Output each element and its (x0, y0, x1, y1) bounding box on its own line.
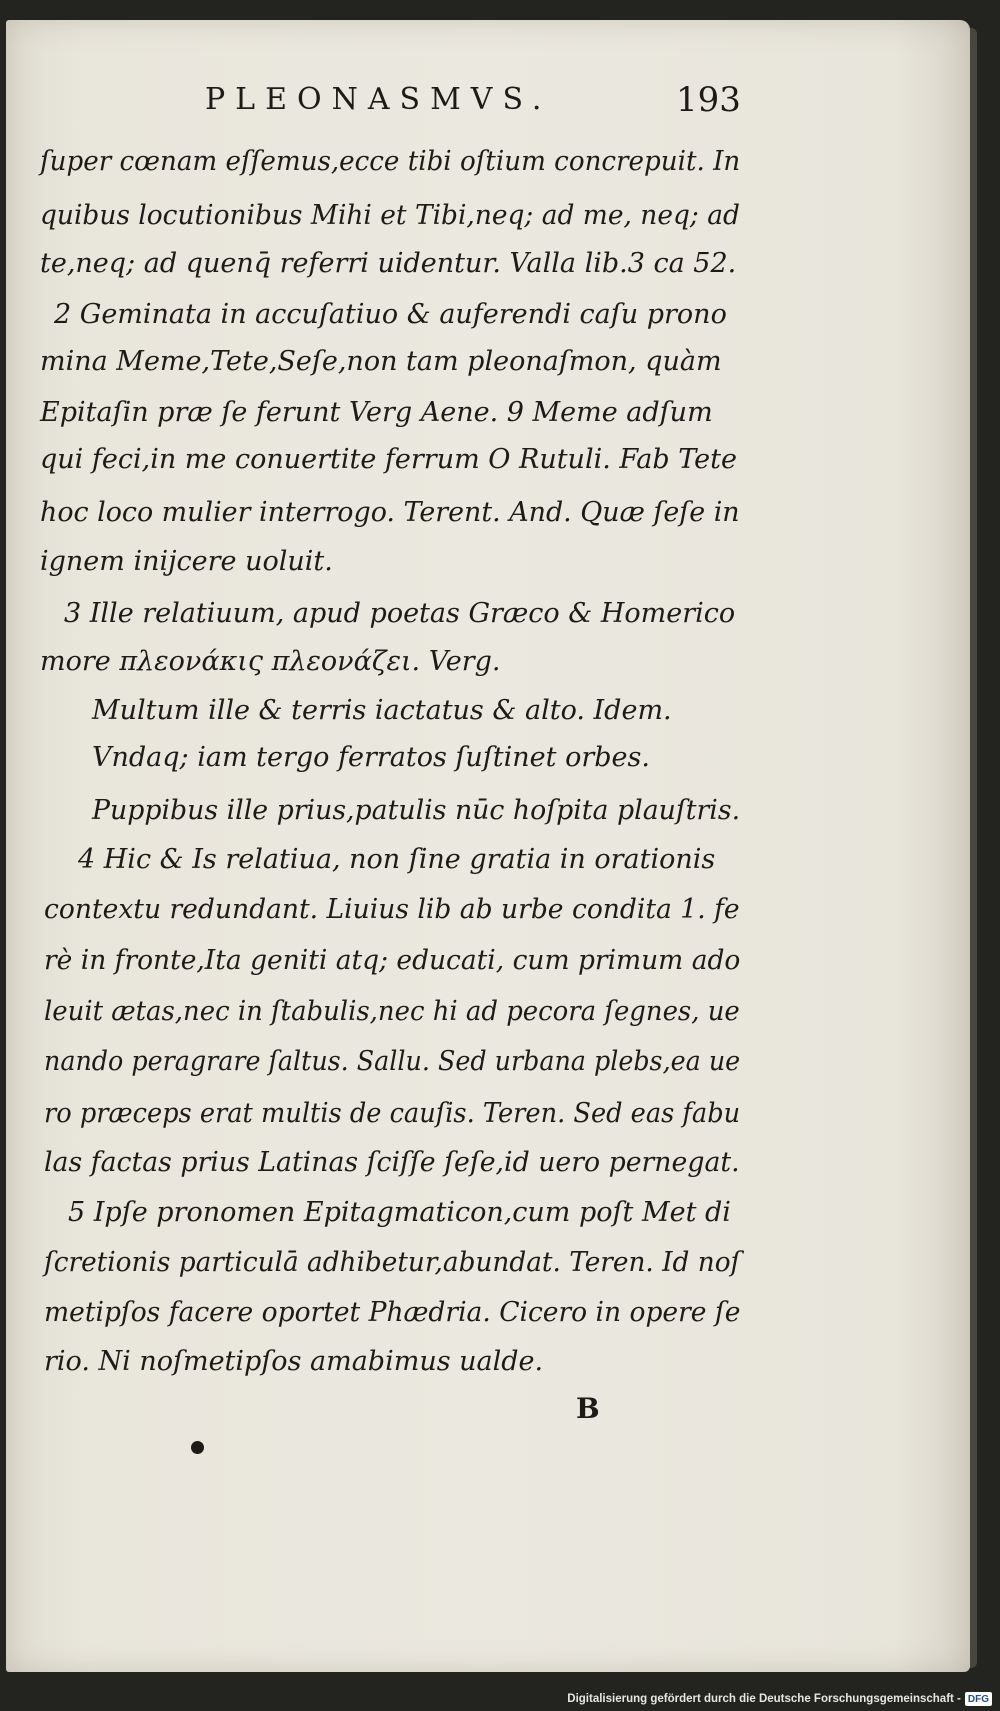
running-head: PLEONASMVS. (205, 82, 552, 117)
dfg-logo-icon: DFG (965, 1692, 992, 1706)
page-number: 193 (676, 80, 741, 120)
text-line: nando peragrare ſaltus. Sallu. Sed urbana plebs,ea ue (44, 1046, 741, 1077)
verse-line: Puppibus ille prius,patulis nūc hoſpita plauſtris. (92, 795, 741, 826)
text-line: las factas prius Latinas ſciſſe ſeſe,id uero pernegat. (44, 1147, 740, 1178)
verse-line: Vndaq; iam tergo ferratos ſuſtinet orbes. (92, 742, 650, 773)
text-line: quibus locutionibus Mihi et Tibi,neq; ad me, neq; ad (40, 200, 740, 231)
text-line: Epitaſin præ ſe ferunt Verg Aene. 9 Meme adſum (40, 397, 713, 428)
text-line: rè in fronte,Ita geniti atq; educati, cum primum ado (44, 945, 741, 976)
text-line: more πλεονάκις πλεονάζει. Verg. (40, 646, 501, 677)
text-line: mina Meme,Tete,Seſe,non tam pleonaſmon, quàm (40, 346, 722, 377)
text-line: contextu redundant. Liuius lib ab urbe condita 1. fe (44, 894, 740, 925)
verse-line: Multum ille & terris iactatus & alto. Idem. (92, 695, 672, 726)
text-line: rio. Ni noſmetipſos amabimus ualde. (44, 1346, 544, 1377)
digitization-footer (544, 1691, 992, 1707)
text-line: ro præceps erat multis de cauſis. Teren. Sed eas fabu (44, 1098, 741, 1129)
text-line: qui feci,in me conuertite ferrum O Rutuli. Fab Tete (40, 444, 737, 475)
text-line: 4 Hic & Is relatiua, non ſine gratia in orationis (78, 844, 716, 875)
text-line: ſuper cœnam eſſemus,ecce tibi oſtium concrepuit. In (40, 146, 741, 177)
text-line: metipſos facere oportet Phædria. Cicero in opere ſe (44, 1297, 741, 1328)
page-header (0, 82, 1000, 128)
text-line: 5 Ipſe pronomen Epitagmaticon,cum poſt Met di (68, 1197, 731, 1228)
text-line: leuit ætas,nec in ſtabulis,nec hi ad pecora ſegnes, ue (44, 996, 740, 1027)
text-line: ignem inijcere uoluit. (40, 546, 333, 577)
text-line: hoc loco mulier interrogo. Terent. And. Quæ ſeſe in (40, 497, 740, 528)
signature-mark: B (576, 1392, 600, 1425)
text-line: 2 Geminata in accuſatiuo & auferendi caſu prono (54, 299, 727, 330)
ink-dot (191, 1441, 204, 1454)
text-line: te,neq; ad quenq̄ referri uidentur. Valla lib.3 ca 52. (40, 248, 737, 279)
text-line: 3 Ille relatiuum, apud poetas Græco & Homerico (64, 598, 736, 629)
footer-credit: Digitalisierung gefördert durch die Deutsche Forschungsgemeinschaft - (567, 1693, 961, 1705)
text-line: ſcretionis particulā adhibetur,abundat. Teren. Id noſ (44, 1247, 741, 1278)
